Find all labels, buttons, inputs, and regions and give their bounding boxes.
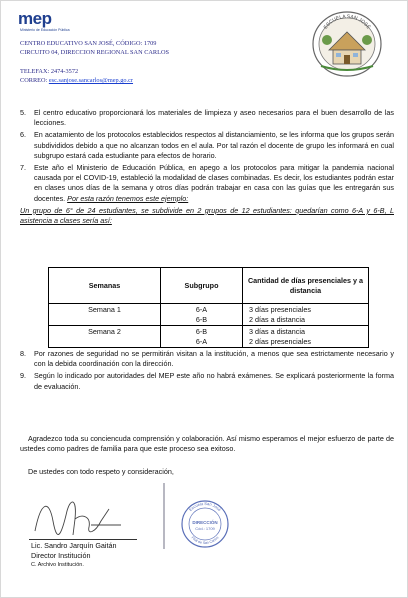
item-text: El centro educativo proporcionará los materiales de limpieza y aseo necesarios para el buen desarrollo de las lecciones. — [34, 108, 394, 128]
list-item — [20, 163, 394, 204]
days-value: 3 días a distancia — [249, 327, 305, 336]
mep-logo: mep — [18, 9, 52, 28]
notice-body — [20, 108, 394, 226]
subgroup-cell — [161, 304, 243, 326]
days-value: 2 días a distancia — [249, 314, 305, 324]
list-item — [20, 371, 394, 391]
item-number: 9. — [20, 371, 26, 381]
signer-name: Lic. Sandro Jarquín Gaitán — [31, 541, 117, 550]
subgroup-cell — [161, 326, 243, 348]
list-item — [20, 349, 394, 369]
circuit-line: CIRCUITO 04, DIRECCION REGIONAL SAN CARLOS — [20, 49, 170, 56]
handwritten-signature-icon — [31, 491, 126, 541]
week-cell: Semana 1 — [49, 304, 161, 326]
seal-text: ESCUELA SAN JOSÉ — [322, 13, 372, 31]
subgroup-value: 6-B — [195, 314, 208, 324]
item-number: 8. — [20, 349, 26, 358]
item-text: En acatamiento de los protocolos establecidos respectos al distanciamiento, se les informa que los grupos serán subdivididos debido a que no alcanzan todos en el aula. Por tal razón el docente de grupo les informará en cual subgrupo estará cada estudiante para efectos de horario. — [34, 130, 394, 160]
signature-block — [31, 541, 117, 561]
signature-line — [29, 539, 137, 540]
item-text: Por razones de seguridad no se permitirán visitan a la institución, a menos que sea estrictamente necesario y con la debida coordinación con la dirección. — [34, 349, 394, 369]
attendance-table — [48, 267, 369, 348]
item-text: Este año el Ministerio de Educación Pública, en apego a los protocolos para mitigar la pandemia nacional causada por el COVID-19, estableció la modalidad de clases combinadas. Es decir, los estudiantes podrán estar en clases unos días de la semana y otros días podrán trabajar en casa con las guías que les entregarán sus docentes. — [34, 163, 394, 203]
column-header: Cantidad de días presenciales y a distancia — [243, 268, 369, 304]
mep-logo-subtitle: Ministerio de Educación Pública — [20, 28, 70, 32]
notice-body-continued — [20, 349, 394, 394]
subgroup-value: 6-A — [195, 336, 208, 346]
subgroup-value: 6-A — [195, 305, 208, 314]
signer-title: Director Institución — [31, 551, 91, 560]
stamp-text-bottom: Pital de San Carlos — [190, 535, 220, 546]
letterhead — [20, 39, 169, 85]
email-label: CORREO: — [20, 77, 48, 84]
days-cell — [243, 326, 369, 348]
stamp-text-top: Escuela San José — [187, 500, 223, 513]
stamp-text-center: DIRECCIÓN — [192, 520, 218, 525]
school-line: CENTRO EDUCATIVO SAN JOSÉ, CÓDIGO: 1709 — [20, 40, 157, 47]
email-line — [20, 76, 169, 85]
example-label: Por esta razón tenemos este ejemplo: — [67, 193, 189, 203]
item-text: Según lo indicado por autoridades del MEP este año no habrá exámenes. Se explicará posteriormente la forma de evaluación. — [34, 371, 394, 391]
copy-note: C. Archivo Institución. — [31, 562, 84, 568]
table-row — [49, 304, 369, 326]
example-text: Un grupo de 6° de 24 estudiantes, se subdivide en 2 grupos de 12 estudiantes: quedarían como 6-A y 6-B, L asistencia a clases sería así: — [20, 205, 394, 226]
svg-text:Escuela San José — [188, 501, 223, 513]
table-row — [49, 326, 369, 348]
phone-line: TELEFAX: 2474-3572 — [20, 68, 79, 75]
days-cell — [243, 304, 369, 326]
item-number: 6. — [20, 130, 26, 140]
item-number: 7. — [20, 163, 26, 173]
list-item — [20, 108, 394, 128]
closing-paragraph: Agradezco toda su conciencuda comprensión y colaboración. Así mismo esperamos el mejor esfuerzo de parte de ustedes como padres de familia para que este proceso sea exitoso. — [20, 434, 394, 454]
email-link[interactable]: esc.sanjose.sancarlos@mep.go.cr — [48, 77, 134, 84]
days-value: 2 días presenciales — [249, 336, 311, 346]
item-number: 5. — [20, 108, 26, 117]
week-cell: Semana 2 — [49, 326, 161, 348]
days-value: 3 días presenciales — [249, 305, 311, 314]
direction-stamp-icon — [180, 499, 230, 549]
table-header-row — [49, 268, 369, 304]
stamp-text-code: Cód.: 1709 — [195, 526, 215, 531]
regards-line: De ustedes con todo respeto y consideración, — [28, 467, 174, 476]
column-header: Semanas — [49, 268, 161, 304]
stamp-mark-icon — [161, 481, 167, 551]
subgroup-value: 6-B — [195, 327, 208, 336]
school-seal-icon — [311, 10, 383, 78]
list-item — [20, 130, 394, 161]
column-header: Subgrupo — [161, 268, 243, 304]
